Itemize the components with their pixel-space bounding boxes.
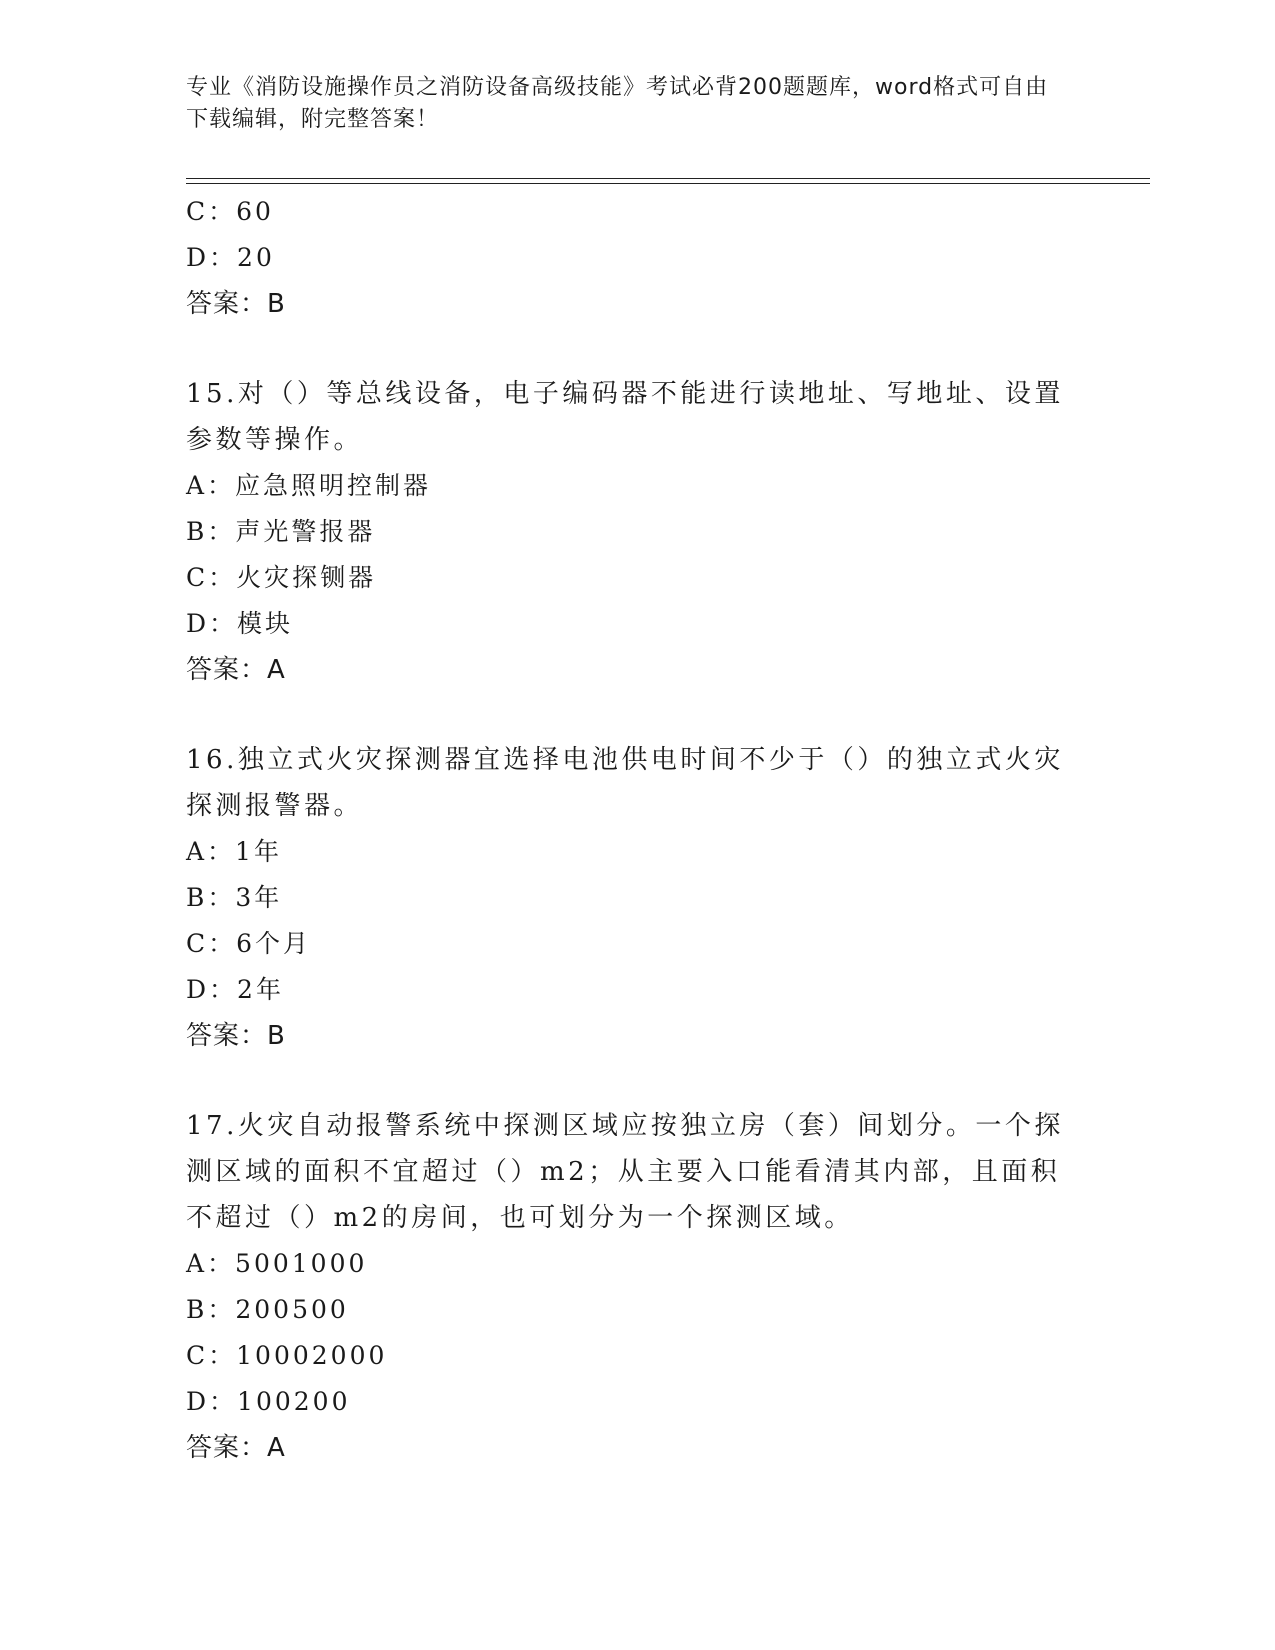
answer-line: 答案：A [186,655,286,685]
option-c: C：10002000 [186,1341,388,1370]
question-text: 15.对（）等总线设备，电子编码器不能进行读地址、写地址、设置参数等操作。 [186,379,1064,455]
option-d: D：模块 [186,609,294,638]
spacer [186,1059,1076,1103]
answer-line: 答案：B [186,1021,286,1051]
option-d: D：100200 [186,1387,351,1416]
option-a: A：应急照明控制器 [186,471,432,500]
option-b: B：200500 [186,1295,349,1324]
answer-line: 答案：A [186,1433,286,1463]
answer-line: 答案：B [186,289,286,319]
question-content [186,189,1076,1471]
question-14-tail [186,189,1076,327]
question-15 [186,371,1076,693]
option-d: D：20 [186,243,275,272]
question-16 [186,737,1076,1059]
question-17 [186,1103,1076,1471]
page-header: 专业《消防设施操作员之消防设备高级技能》考试必背200题题库，word格式可自由下载编辑，附完整答案！ [186,75,1049,132]
question-text: 17.火灾自动报警系统中探测区域应按独立房（套）间划分。一个探测区域的面积不宜超过（）m2；从主要入口能看清其内部，且面积不超过（）m2的房间，也可划分为一个探测区域。 [186,1111,1064,1233]
option-b: B：3年 [186,883,283,912]
spacer [186,693,1076,737]
question-text: 16.独立式火灾探测器宜选择电池供电时间不少于（）的独立式火灾探测报警器。 [186,745,1064,821]
option-a: A：1年 [186,837,282,866]
option-d: D：2年 [186,975,284,1004]
option-c: C：火灾探铡器 [186,563,377,592]
option-b: B：声光警报器 [186,517,376,546]
spacer [186,327,1076,371]
option-c: C：6个月 [186,929,312,958]
header-rule-top [186,178,1150,179]
option-c: C：60 [186,197,274,226]
header-rule-bottom [186,183,1150,184]
option-a: A：5001000 [186,1249,368,1278]
